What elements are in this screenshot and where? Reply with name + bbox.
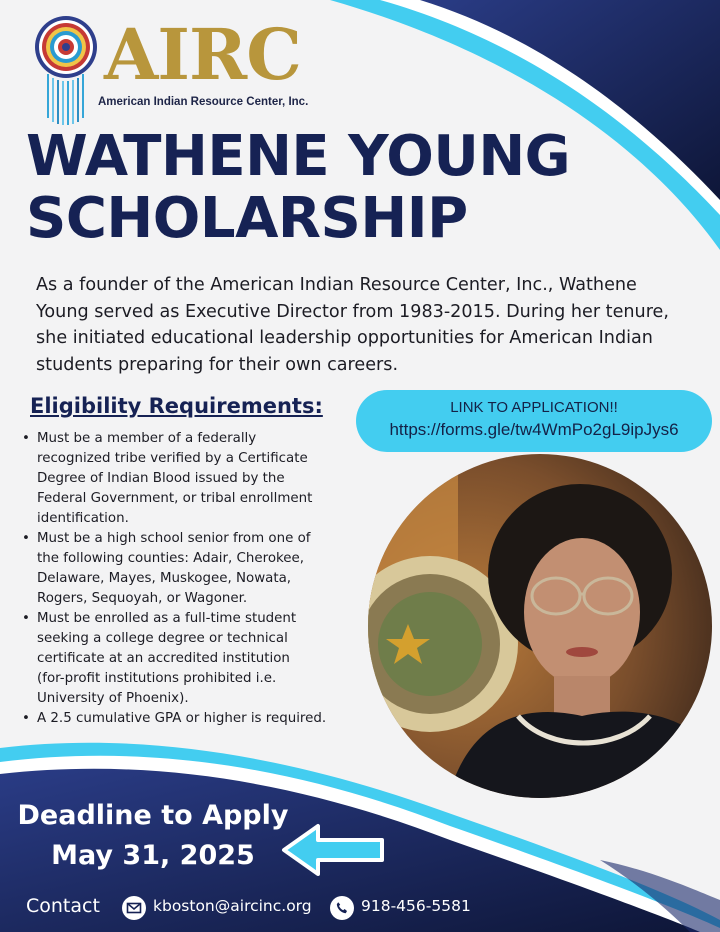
arrow-left-icon [278, 822, 390, 878]
intro-line: As a founder of the American Indian Resource Center, Inc., Wathene [36, 275, 637, 295]
requirement-line: certificate at an accredited institution [37, 651, 290, 666]
requirement-line: Federal Government, or tribal enrollment [37, 491, 313, 506]
application-link-label: LINK TO APPLICATION!! [450, 399, 618, 416]
requirement-line: Rogers, Sequoyah, or Wagoner. [37, 591, 248, 606]
contact-label: Contact [26, 895, 100, 917]
requirement-line: recognized tribe verified by a Certificate [37, 451, 308, 466]
intro-line: she initiated educational leadership opportunities for American Indian [36, 328, 653, 348]
requirement-line: Must be enrolled as a full-time student [37, 611, 297, 626]
requirement-item [20, 429, 370, 529]
requirement-line: A 2.5 cumulative GPA or higher is required. [37, 711, 327, 726]
application-link-button[interactable] [356, 390, 712, 452]
contact-email[interactable]: kboston@aircinc.org [153, 897, 312, 915]
requirements-list [20, 429, 370, 729]
requirement-line: Delaware, Mayes, Muskogee, Nowata, [37, 571, 292, 586]
mail-icon [122, 896, 146, 920]
requirement-line: Must be a member of a federally [37, 431, 257, 446]
requirement-line: the following counties: Adair, Cherokee, [37, 551, 305, 566]
portrait-photo [368, 454, 712, 798]
requirement-line: identification. [37, 511, 129, 526]
title-line-1: WATHENE YOUNG [26, 124, 571, 189]
requirement-item [20, 709, 370, 729]
deadline-date: May 31, 2025 [51, 840, 255, 871]
requirement-item [20, 529, 370, 609]
requirement-line: Degree of Indian Blood issued by the [37, 471, 285, 486]
requirement-line: (for-profit institutions prohibited i.e. [37, 671, 277, 686]
requirement-line: Must be a high school senior from one of [37, 531, 311, 546]
requirement-line: seeking a college degree or technical [37, 631, 288, 646]
logo-subtitle: American Indian Resource Center, Inc. [98, 96, 309, 108]
intro-paragraph [36, 272, 676, 378]
intro-line: students preparing for their own careers. [36, 354, 399, 375]
page-title [26, 126, 570, 250]
deadline-heading: Deadline to Apply [17, 800, 289, 831]
logo-emblem-icon [30, 14, 102, 126]
requirement-item [20, 609, 370, 709]
intro-line: Young served as Executive Director from 1983-2015. During her tenure, [36, 301, 669, 322]
title-line-2: SCHOLARSHIP [26, 186, 468, 251]
contact-phone[interactable]: 918-456-5581 [361, 897, 471, 915]
phone-icon [330, 896, 354, 920]
application-link-url[interactable]: https://forms.gle/tw4WmPo2gL9ipJys6 [389, 420, 679, 439]
requirement-line: University of Phoenix). [37, 691, 189, 706]
logo-wordmark: AIRC [104, 13, 301, 96]
eligibility-heading: Eligibility Requirements: [30, 394, 323, 418]
